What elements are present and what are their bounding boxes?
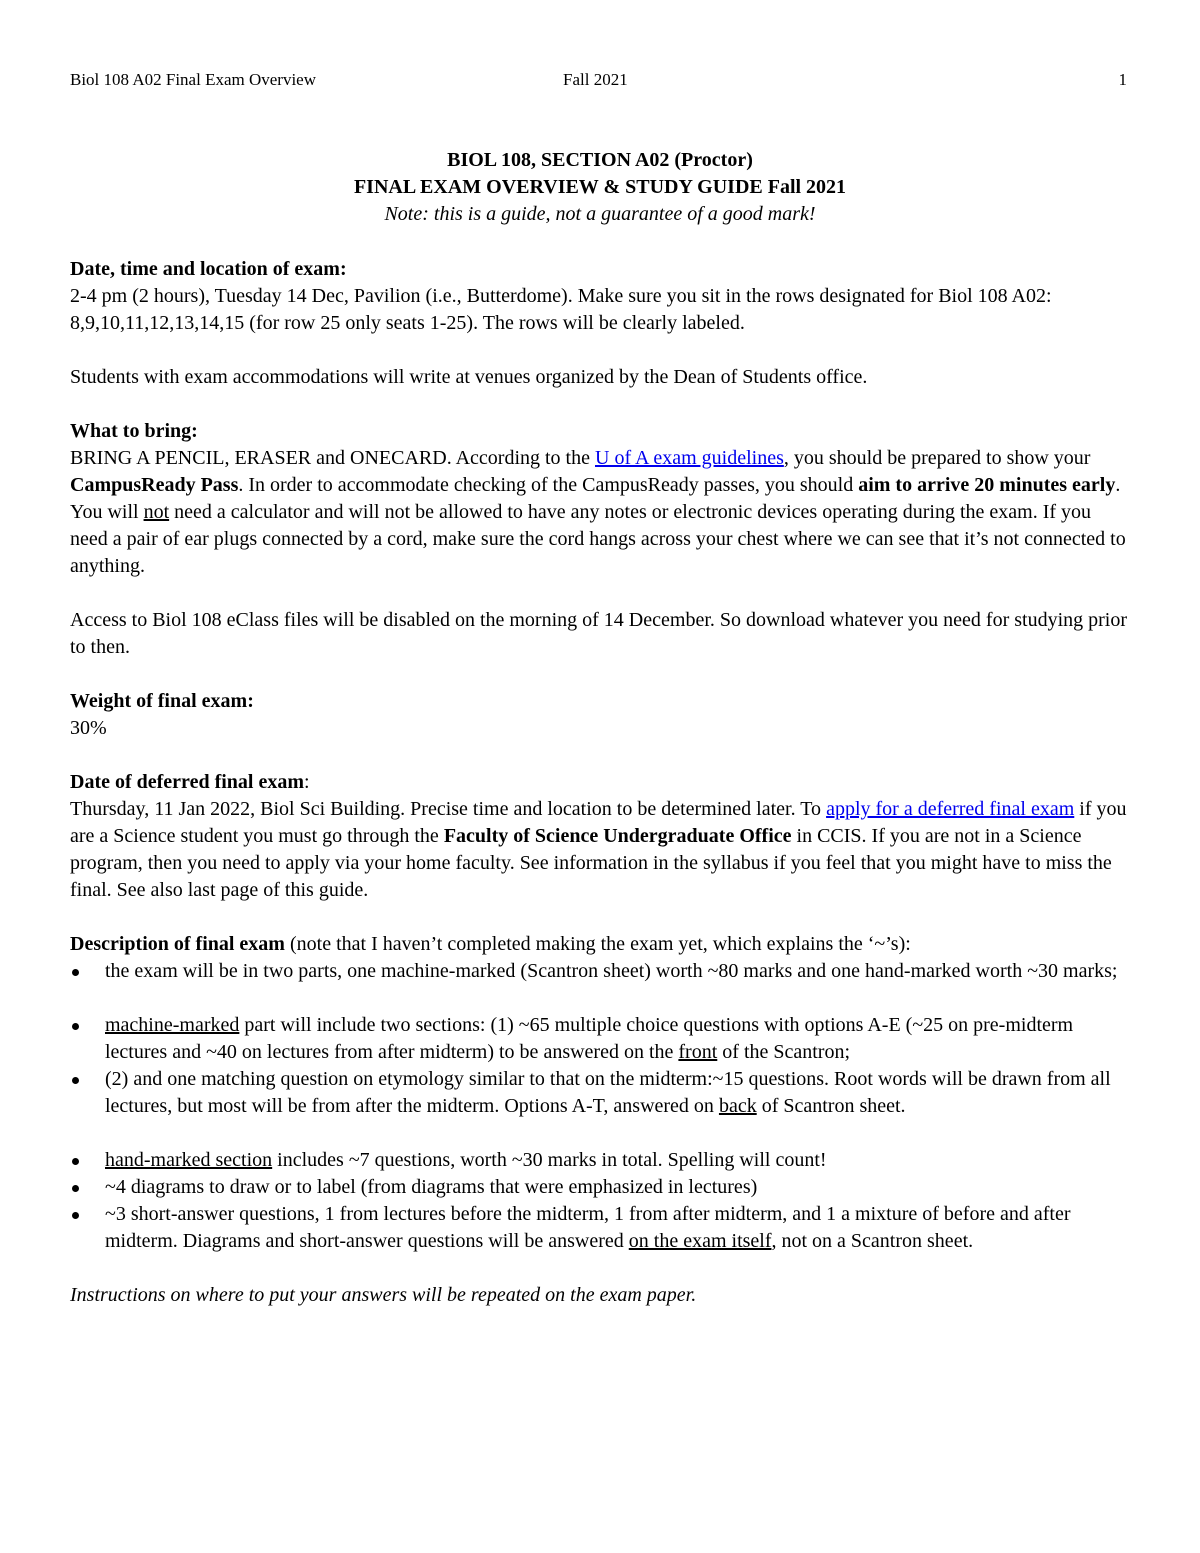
description-list-2: [70, 1012, 1132, 1120]
list-item: the exam will be in two parts, one machine-marked (Scantron sheet) worth ~80 marks and one hand-marked worth ~30 marks;: [70, 958, 1132, 985]
instructions-note: Instructions on where to put your answers will be repeated on the exam paper.: [70, 1284, 697, 1306]
deferred-paragraph: Thursday, 11 Jan 2022, Biol Sci Building. Precise time and location to be determined later. To apply for a deferred final exam if you are a Science student you must go through the Faculty of Science Undergraduate Office in CCIS. If you are not in a Science program, then you need to apply via your home faculty. See information in the syllabus if you feel that you might have to miss the final. See also last page of this guide.: [70, 798, 1127, 901]
page-header: [70, 70, 1130, 94]
accommodations-text: Students with exam accommodations will write at venues organized by the Dean of Students office.: [70, 366, 868, 388]
bullet-icon: [72, 1158, 79, 1165]
apply-deferred-link[interactable]: apply for a deferred final exam: [826, 798, 1075, 820]
date-heading: Date, time and location of exam:: [70, 258, 347, 280]
bring-heading: What to bring:: [70, 420, 198, 442]
description-list-1: [70, 958, 1132, 985]
document-note: Note: this is a guide, not a guarantee of a good mark!: [384, 203, 816, 225]
exam-guidelines-link[interactable]: U of A exam guidelines: [595, 447, 784, 469]
header-course-title: Biol 108 A02 Final Exam Overview: [70, 70, 317, 89]
campus-pass-text: CampusReady Pass: [70, 474, 239, 496]
document-title-block: [70, 147, 1130, 228]
list-item: ~3 short-answer questions, 1 from lectures before the midterm, 1 from after midterm, and 1 a mixture of before and after midterm. Diagrams and short-answer questions will be answered on the exam itself, not on a Scantron sheet.: [70, 1201, 1132, 1255]
weight-value: 30%: [70, 717, 107, 739]
document-subtitle: FINAL EXAM OVERVIEW & STUDY GUIDE Fall 2021: [353, 176, 847, 198]
header-term: Fall 2021: [563, 70, 628, 89]
weight-heading: Weight of final exam:: [70, 690, 254, 712]
bullet-icon: [72, 969, 79, 976]
eclass-notice: Access to Biol 108 eClass files will be disabled on the morning of 14 December. So download whatever you need for studying prior to then.: [70, 609, 1128, 658]
list-item: machine-marked part will include two sections: (1) ~65 multiple choice questions with options A-E (~25 on pre-midterm lectures and ~40 on lectures from after midterm) to be answered on the front of the Scantron;: [70, 1012, 1132, 1066]
page-number: 1: [1118, 70, 1127, 89]
not-emphasis: not: [143, 501, 170, 523]
bullet-icon: [72, 1077, 79, 1084]
date-body: 2-4 pm (2 hours), Tuesday 14 Dec, Pavilion (i.e., Butterdome). Make sure you sit in the rows designated for Biol 108 A02: 8,9,10,11,12,13,14,15 (for row 25 only seats 1-25). The rows will be clearly labeled.: [70, 285, 1052, 334]
list-item: hand-marked section includes ~7 questions, worth ~30 marks in total. Spelling will count!: [70, 1147, 1132, 1174]
bring-paragraph: BRING A PENCIL, ERASER and ONECARD. According to the U of A exam guidelines, you should be prepared to show your CampusReady Pass. In order to accommodate checking of the CampusReady passes, you should aim to arrive 20 minutes early. You will not need a calculator and will not be allowed to have any notes or electronic devices operating during the exam. If you need a pair of ear plugs connected by a cord, make sure the cord hangs across your chest where we can see that it’s not connected to anything.: [70, 447, 1126, 577]
description-heading: Description of final exam (note that I haven’t completed making the exam yet, which explains the ‘~’s):: [70, 933, 911, 955]
faculty-office-text: Faculty of Science Undergraduate Office: [443, 825, 792, 847]
arrive-early-text: aim to arrive 20 minutes early: [858, 474, 1116, 496]
document-title: BIOL 108, SECTION A02 (Proctor): [447, 149, 753, 171]
description-list-3: [70, 1147, 1132, 1255]
document-body: [70, 256, 1132, 1309]
bullet-icon: [72, 1212, 79, 1219]
deferred-heading: Date of deferred final exam:: [70, 771, 310, 793]
bullet-icon: [72, 1185, 79, 1192]
list-item: (2) and one matching question on etymology similar to that on the midterm:~15 questions. Root words will be drawn from all lectures, but most will be from after the midterm. Options A-T, answered on back of Scantron sheet.: [70, 1066, 1132, 1120]
list-item: ~4 diagrams to draw or to label (from diagrams that were emphasized in lectures): [70, 1174, 1132, 1201]
bullet-icon: [72, 1023, 79, 1030]
